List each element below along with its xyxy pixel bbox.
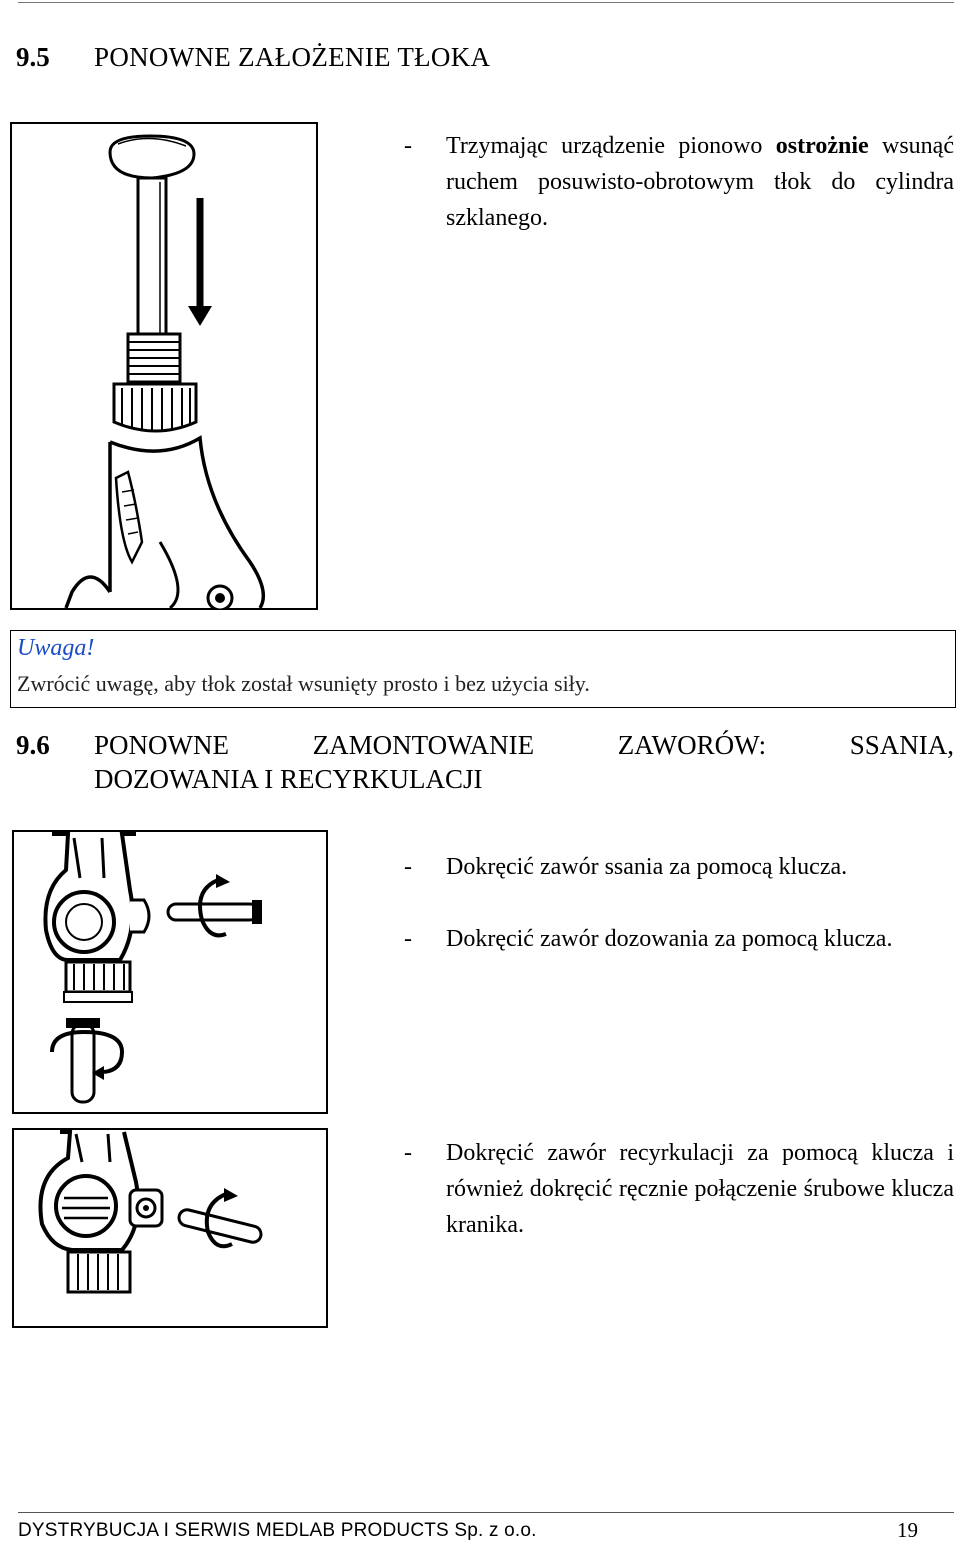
instruction-text: Dokręcić zawór recyrkulacji za pomocą klucza i również dokręcić ręcznie połączenie śrubowe klucza kranika. bbox=[446, 1140, 954, 1238]
valves-figure bbox=[12, 830, 328, 1114]
top-rule bbox=[18, 2, 954, 3]
instruction-suction-valve bbox=[404, 849, 956, 885]
instruction-emphasis: ostrożnie bbox=[775, 133, 869, 159]
page-number: 19 bbox=[897, 1518, 918, 1542]
section-title-line2: DOZOWANIA I RECYRKULACJI bbox=[94, 764, 483, 794]
warning-note bbox=[10, 630, 956, 708]
instruction-text: Dokręcić zawór ssania za pomocą klucza. bbox=[446, 854, 848, 880]
instruction-text-before: Trzymając urządzenie pionowo bbox=[446, 133, 776, 159]
instruction-recirculation-valve bbox=[404, 1135, 956, 1243]
instruction-text: Dokręcić zawór dozowania za pomocą klucza. bbox=[446, 926, 893, 952]
section-title: PONOWNE ZAŁOŻENIE TŁOKA bbox=[94, 42, 491, 72]
bullet-dash: - bbox=[404, 854, 412, 880]
piston-insertion-illustration-icon bbox=[10, 122, 318, 610]
recirculation-valve-illustration-icon bbox=[12, 1128, 328, 1328]
section-number: 9.5 bbox=[16, 42, 50, 72]
note-text: Zwrócić uwagę, aby tłok został wsunięty prosto i bez użycia siły. bbox=[17, 671, 590, 696]
bullet-dash: - bbox=[404, 926, 412, 952]
instruction-text bbox=[446, 128, 954, 236]
bullet-dash: - bbox=[404, 133, 412, 159]
piston-insertion-figure bbox=[10, 122, 318, 610]
bullet-dash: - bbox=[404, 1140, 412, 1166]
footer-rule bbox=[18, 1512, 954, 1513]
suction-dosing-valve-illustration-icon bbox=[12, 830, 328, 1114]
instruction-piston bbox=[404, 128, 956, 238]
recirculation-figure bbox=[12, 1128, 328, 1328]
note-title: Uwaga! bbox=[17, 635, 95, 661]
footer-company: DYSTRYBUCJA I SERWIS MEDLAB PRODUCTS Sp. z o.o. bbox=[18, 1520, 537, 1541]
instruction-dosing-valve bbox=[404, 921, 956, 993]
section-number: 9.6 bbox=[16, 730, 50, 760]
section-title-line1: PONOWNE ZAMONTOWANIE ZAWORÓW: SSANIA, bbox=[94, 730, 954, 760]
instruction-text-after: wsunąć ruchem posuwisto-obrotowym tłok do cylindra szklanego. bbox=[446, 133, 954, 231]
